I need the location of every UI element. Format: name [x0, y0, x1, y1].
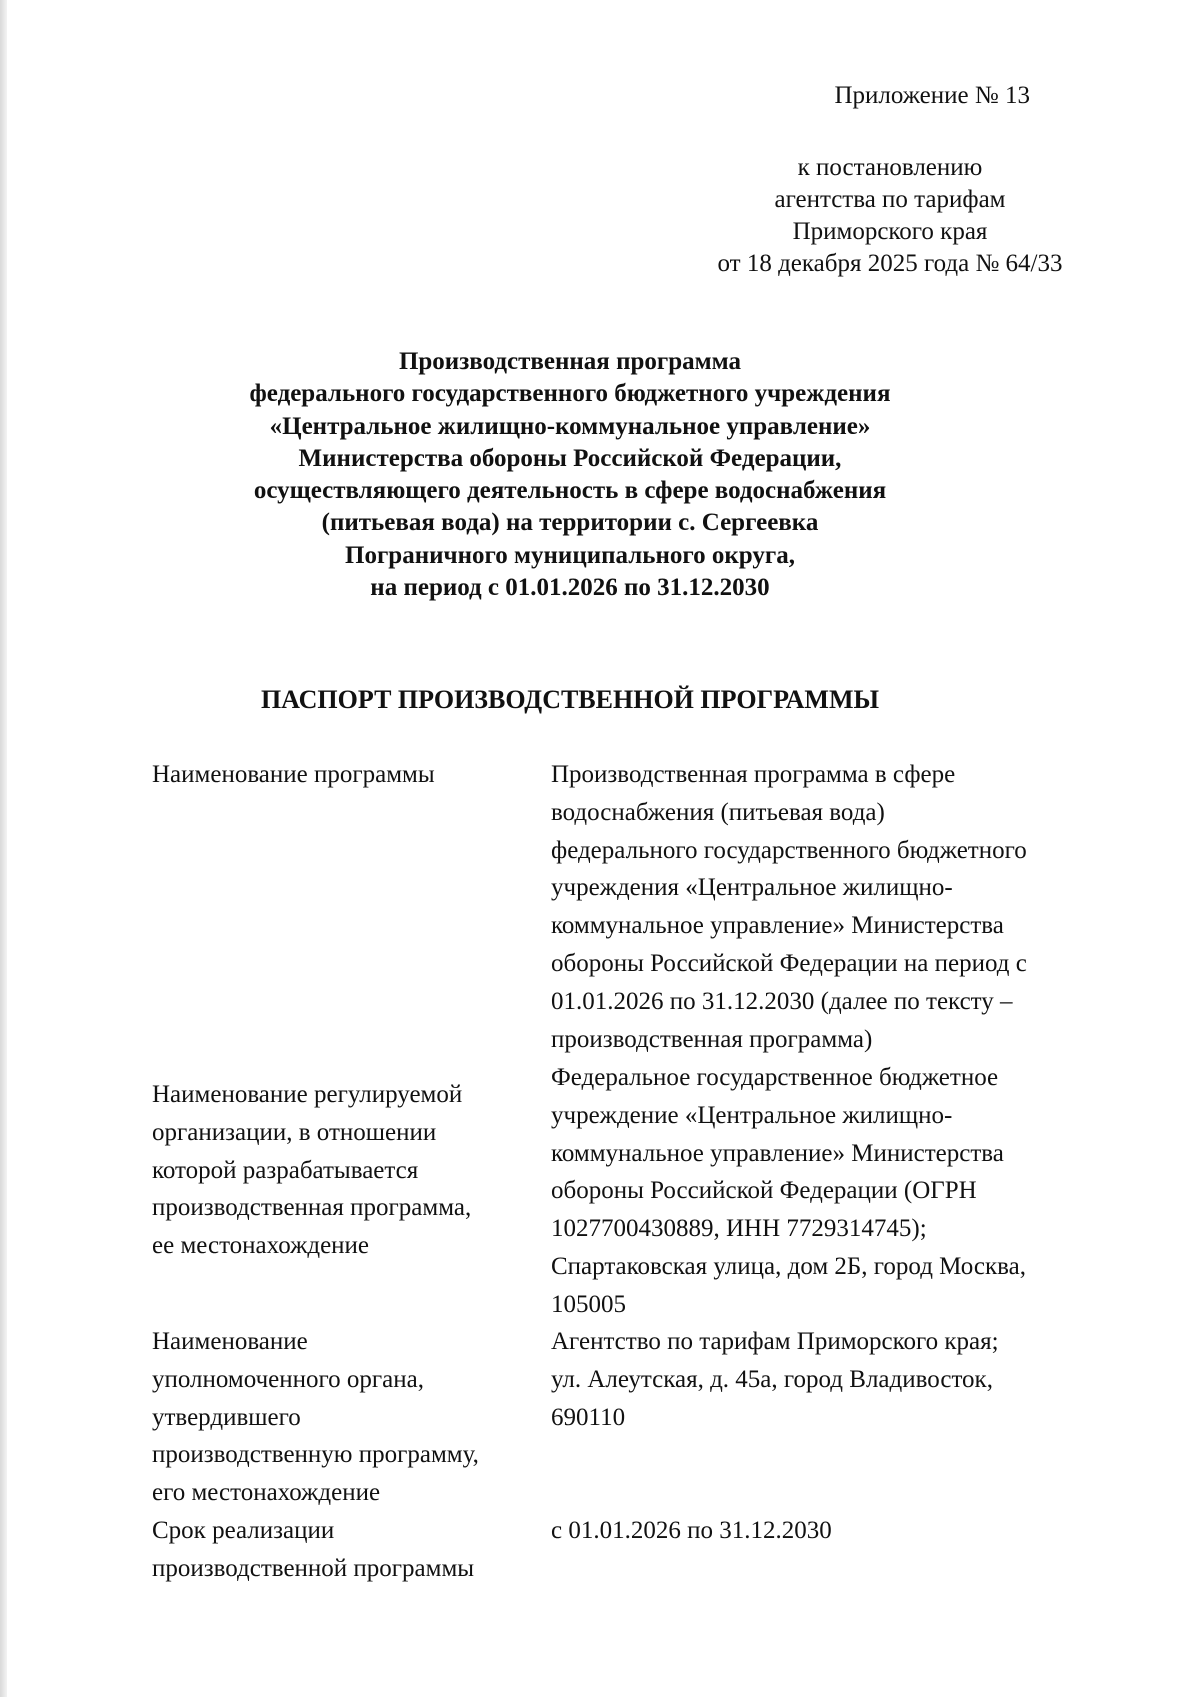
title-line: федерального государственного бюджетного учреждения — [249, 380, 891, 408]
title-line: (питьевая вода) на территории с. Сергеевка — [321, 509, 819, 537]
decree-reference — [640, 152, 1140, 280]
title-line: «Центральное жилищно-коммунальное управление» — [269, 412, 871, 440]
row-label: Наименование регулируемой организации, в отношении которой разрабатывается производственная программа, ее местонахождение — [152, 1081, 472, 1260]
decree-line: к постановлению — [797, 154, 983, 181]
row-value: Федеральное государственное бюджетное учреждение «Центральное жилищно- коммунальное управление» Министерства обороны Российской Федерации (ОГРН 1027700430889, ИНН 7729314745); Спартаковская улица, дом 2Б, город Москва, 105005 — [551, 1064, 1026, 1318]
row-value: Производственная программа в сфере водоснабжения (питьевая вода) федерального государственного бюджетного учреждения «Центральное жилищно- коммунальное управление» Министерства обороны Российской Федерации на период с 01.01.2026 по 31.12.2030 (далее по тексту – производственная программа) — [551, 761, 1027, 1053]
title-line: Пограничного муниципального округа, — [345, 541, 795, 569]
title-line: Производственная программа — [398, 348, 742, 375]
row-value: Агентство по тарифам Приморского края; ул. Алеутская, д. 45а, город Владивосток, 690110 — [551, 1328, 999, 1431]
decree-line: от 18 декабря 2025 года № 64/33 — [717, 250, 1063, 277]
decree-line: агентства по тарифам — [774, 186, 1006, 213]
row-label: Срок реализации производственной программы — [152, 1517, 475, 1582]
passport-heading: ПАСПОРТ ПРОИЗВОДСТВЕННОЙ ПРОГРАММЫ — [260, 685, 880, 714]
appendix-number-text: Приложение № 13 — [834, 82, 1030, 109]
row-label: Наименование уполномоченного органа, утвердившего производственную программу, его местонахождение — [152, 1328, 479, 1507]
decree-line: Приморского края — [792, 218, 988, 245]
row-label: Наименование программы — [152, 761, 435, 788]
row-value: с 01.01.2026 по 31.12.2030 — [551, 1517, 832, 1544]
title-line: Министерства обороны Российской Федерации, — [298, 444, 842, 472]
program-title — [150, 346, 990, 604]
title-line: на период с 01.01.2026 по 31.12.2030 — [370, 574, 770, 602]
title-line: осуществляющего деятельность в сфере водоснабжения — [253, 477, 887, 505]
